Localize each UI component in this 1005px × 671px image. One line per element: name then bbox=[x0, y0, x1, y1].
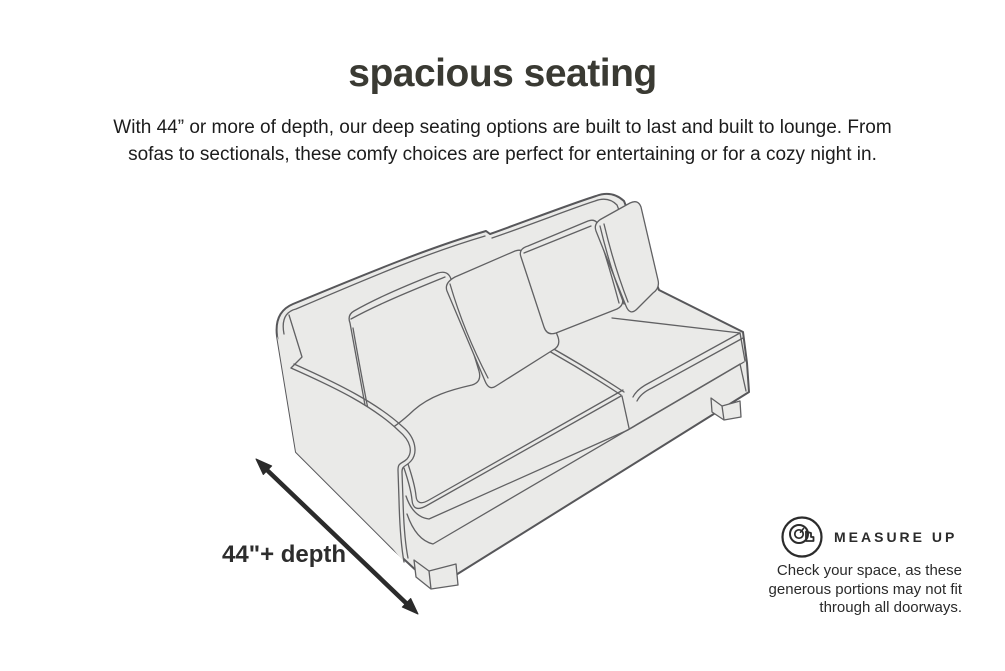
tape-measure-icon bbox=[780, 515, 824, 559]
intro-line-2: sofas to sectionals, these comfy choices are perfect for entertaining or for a cozy night in. bbox=[128, 144, 877, 165]
depth-dimension-label: 44"+ depth bbox=[222, 541, 347, 568]
sofa-depth-diagram bbox=[230, 180, 780, 655]
measure-up-note-line-3: through all doorways. bbox=[819, 599, 962, 616]
measure-up-heading: MEASURE UP bbox=[834, 529, 958, 545]
intro-paragraph bbox=[0, 114, 1005, 168]
intro-line-1: With 44” or more of depth, our deep seating options are built to last and built to lounge. From bbox=[113, 117, 892, 138]
measure-up-note bbox=[756, 562, 962, 618]
measure-up-section bbox=[756, 515, 962, 618]
measure-up-header bbox=[756, 515, 962, 559]
measure-up-note-line-2: generous portions may not fit bbox=[768, 580, 962, 598]
measure-up-note-line-1: Check your space, as these bbox=[776, 562, 962, 579]
page-title: spacious seating bbox=[348, 52, 657, 95]
